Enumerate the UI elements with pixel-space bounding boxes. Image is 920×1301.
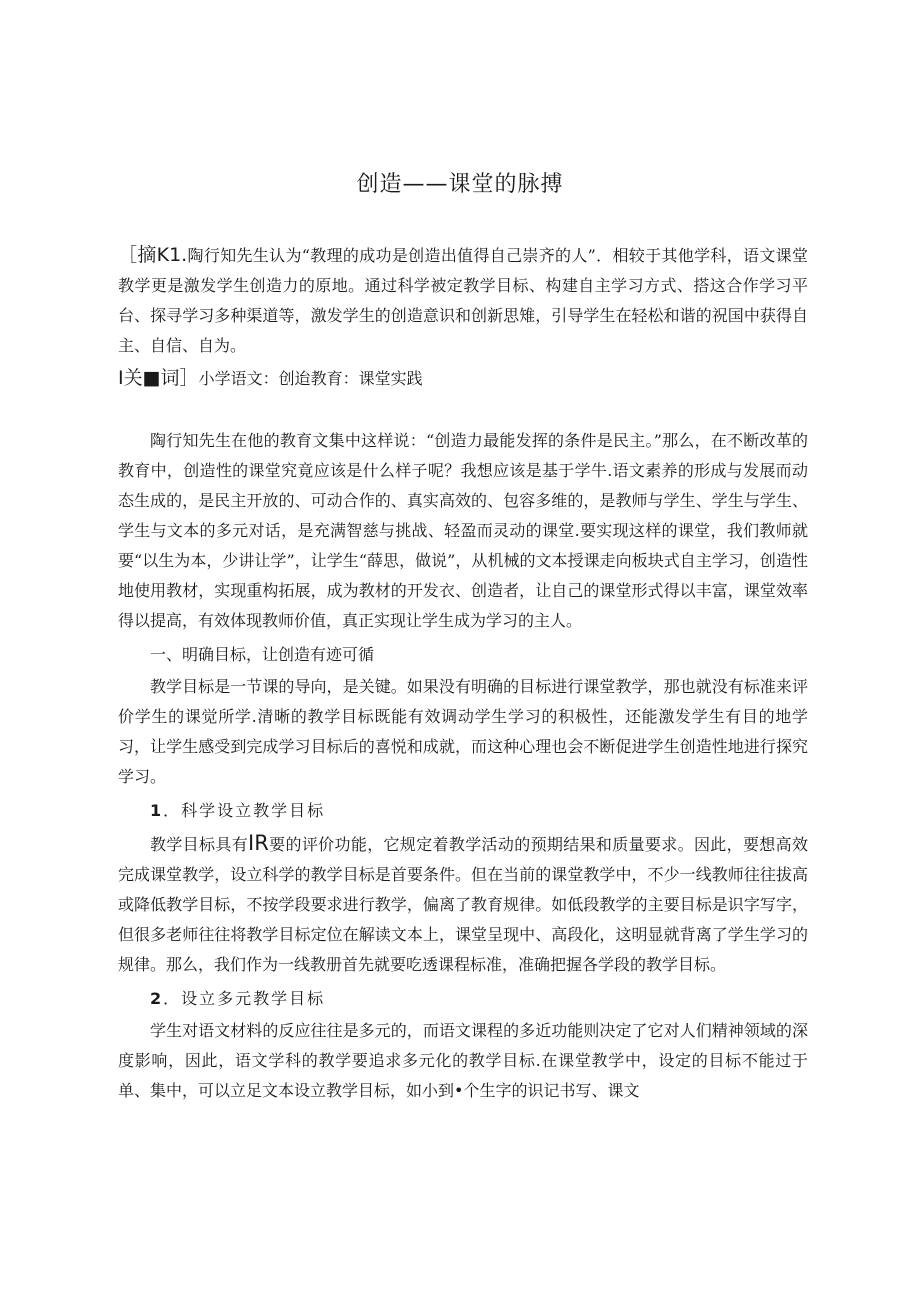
subsection-2-heading	[118, 984, 808, 1014]
subsection-1-text-start: 教学目标具有	[150, 835, 249, 854]
section-1-heading: 一、明确目标，让创造有迹可循	[150, 645, 375, 664]
spacer	[118, 394, 808, 424]
subsection-1-paragraph	[118, 828, 808, 980]
section-1-paragraph: 教学目标是一节课的导向，是关键。如果没有明确的目标进行课堂教学，那也就没有标准来评价学生的课觉所学.清晰的教学目标既能有效调动学生学习的积极性，还能激发学生有目的地学习，让学生感受到完成学习目标后的喜悦和成就，而这种心理也会不断促进学生创造性地进行探究学习。	[118, 677, 808, 786]
abstract-paragraph	[118, 240, 808, 361]
subsection-1-text-big: IR	[248, 831, 269, 855]
document-body	[118, 240, 808, 1106]
abstract-text: 陶行知先生认为“教理的成功是创造出值得自己崇齐的人”．相较于其他学科，语文课堂教学更是激发学生创造力的原地。通过科学被定教学目标、构建自主学习方式、搭这合作学习平台、探寻学习多种渠道等，激发学生的创造意识和创新思雉，引导学生在轻松和谐的祝国中获得自主、自信、自为。	[118, 246, 808, 355]
subsection-1-number: 1	[150, 801, 164, 820]
subsection-1-text-rest: 要的评价功能，它规定着教学活动的预期结果和质量要求。因此，要想高效完成课堂教学，设立科学的教学目标是首要条件。但在当前的课堂教学中，不少一线教师往往拔高或降低教学目标，不按学段要求进行教学，偏离了教育规律。如低段教学的主要目标是识字写字，但很多老师往往将教学目标定位在解读文本上，课堂呈现中、高段化，这明显就背离了学生学习的规律。那么，我们作为一线教册首先就要吃透课程标准，准确把握各学段的教学目标。	[118, 835, 808, 974]
subsection-1-heading	[118, 796, 808, 826]
document-title: 创造——课堂的脉搏	[356, 172, 564, 197]
subsection-2-title: ．设立多元教学目标	[163, 989, 326, 1008]
abstract-tag: ［摘K1.	[118, 244, 188, 266]
keywords-tag: I关■词］	[118, 367, 199, 389]
intro-paragraph: 陶行知先生在他的教育文集中这样说：“创造力最能发挥的条件是民主。”那么，在不断改革的教育中，创造性的课堂究竟应该是什么样子呢？我想应该是基于学牛.语文素养的形成与发展而动态生成的，是民主开放的、可动合作的、真实高效的、包容多维的，是教师与学生、学生与学生、学生与文本的多元对话，是充满智慈与挑战、轻盈而灵动的课堂.要实现这样的课堂，我们教师就要“以生为本，少讲让学”，让学生“薛思，做说”，从机械的文本授课走向板块式自主学习，创造性地使用教材，实现重构拓展，成为教材的开发衣、创造者，让自己的课堂形式得以丰富，课堂效率得以提高，有效体现教师价值，真正实现让学生成为学习的主人。	[118, 431, 808, 630]
subsection-2-paragraph: 学生对语文材料的反应往往是多元的，而语文课程的多近功能则决定了它对人们精神领域的深度影响，因此，语文学科的教学要追求多元化的教学目标.在课堂教学中，设定的目标不能过于单、集中，可以立足文本设立教学目标，如小到•个生字的识记书写、课文	[118, 1021, 808, 1100]
subsection-2-number: 2	[150, 989, 164, 1008]
subsection-1-title: ．科学设立教学目标	[163, 801, 326, 820]
keywords-line	[118, 363, 808, 394]
keywords-text: 小学语文：创迨教育：课堂实践	[198, 369, 423, 388]
